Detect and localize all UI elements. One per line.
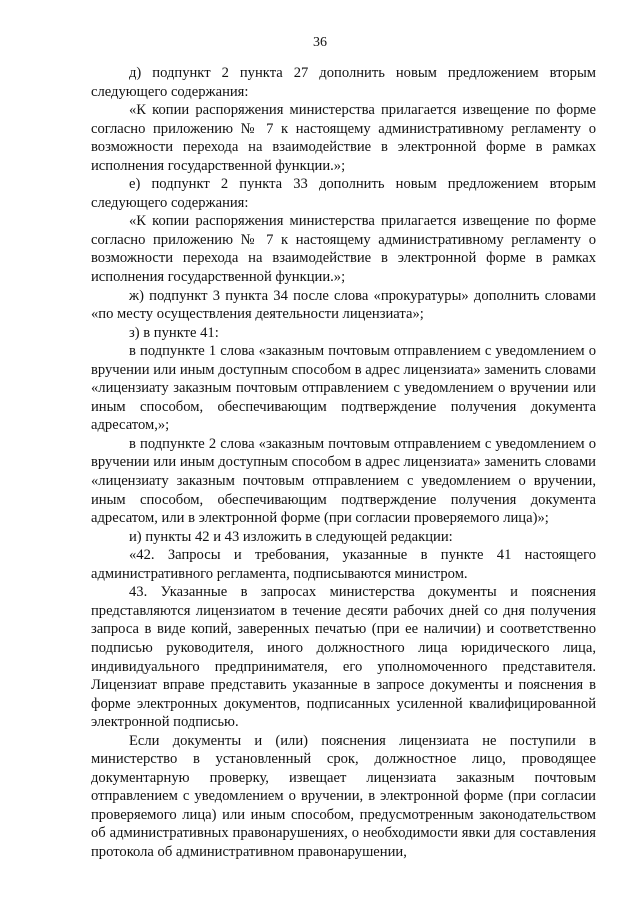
paragraph-item-zh: ж) подпункт 3 пункта 34 после слова «прокуратуры» дополнить словами «по месту осуществления деятельности лицензиата»;: [91, 287, 596, 323]
paragraph-item-i: и) пункты 42 и 43 изложить в следующей редакции:: [129, 528, 453, 545]
paragraph-item-d: д) подпункт 2 пункта 27 дополнить новым предложением вторым следующего содержания:: [91, 65, 596, 100]
document-body: [91, 64, 596, 862]
page-number: 36: [313, 35, 327, 50]
paragraph-subitem-1: в подпункте 1 слова «заказным почтовым отправлением с уведомлением о вручении или иным доступным способом в адрес лицензиата» заменить словами «лицензиату заказным почтовым отправлением с уведомлением о вручении или иным способом, обеспечивающим подтверждение получения документа адресатом,»;: [91, 343, 596, 434]
paragraph-quote-d: «К копии распоряжения министерства прилагается извещение по форме согласно приложению № 7 к настоящему административному регламенту о возможности перехода на взаимодействие в электронной форме в рамках исполнения государственной функции.»;: [91, 102, 596, 174]
paragraph-clause-42: «42. Запросы и требования, указанные в пункте 41 настоящего административного регламента, подписываются министром.: [91, 547, 596, 582]
paragraph-item-e: е) подпункт 2 пункта 33 дополнить новым предложением вторым следующего содержания:: [91, 176, 596, 211]
paragraph-item-z: з) в пункте 41:: [129, 324, 219, 341]
paragraph-clause-43-continuation: Если документы и (или) пояснения лицензиата не поступили в министерство в установленный срок, должностное лицо, проводящее документарную проверку, извещает лицензиата заказным почтовым отправлением с уведомлением о вручении, в электронной форме (при согласии проверяемого лица) или иным способом, предусмотренным законодательством об административных правонарушениях, о необходимости явки для составления протокола об административном правонарушении,: [91, 732, 596, 860]
paragraph-subitem-2: в подпункте 2 слова «заказным почтовым отправлением с уведомлением о вручении или иным доступным способом в адрес лицензиата» заменить словами «лицензиату заказным почтовым отправлением с уведомлением о вручении, иным способом, обеспечивающим подтверждение получения документа адресатом, или в электронной форме (при согласии проверяемого лица)»;: [91, 435, 596, 527]
paragraph-clause-43: 43. Указанные в запросах министерства документы и пояснения представляются лицензиатом в течение десяти рабочих дней со дня получения запроса в виде копий, заверенных печатью (при ее наличии) и соответственно подписью руководителя, иного должностного лица юридического лица, индивидуального предпринимателя, его уполномоченного представителя. Лицензиат вправе представить указанные в запросе документы и пояснения в форме электронных документов, подписанных усиленной квалифицированной электронной подписью.: [91, 584, 596, 731]
paragraph-quote-e: «К копии распоряжения министерства прилагается извещение по форме согласно приложению № 7 к настоящему административному регламенту о возможности перехода на взаимодействие в электронной форме в рамках исполнения государственной функции.»;: [91, 213, 596, 286]
